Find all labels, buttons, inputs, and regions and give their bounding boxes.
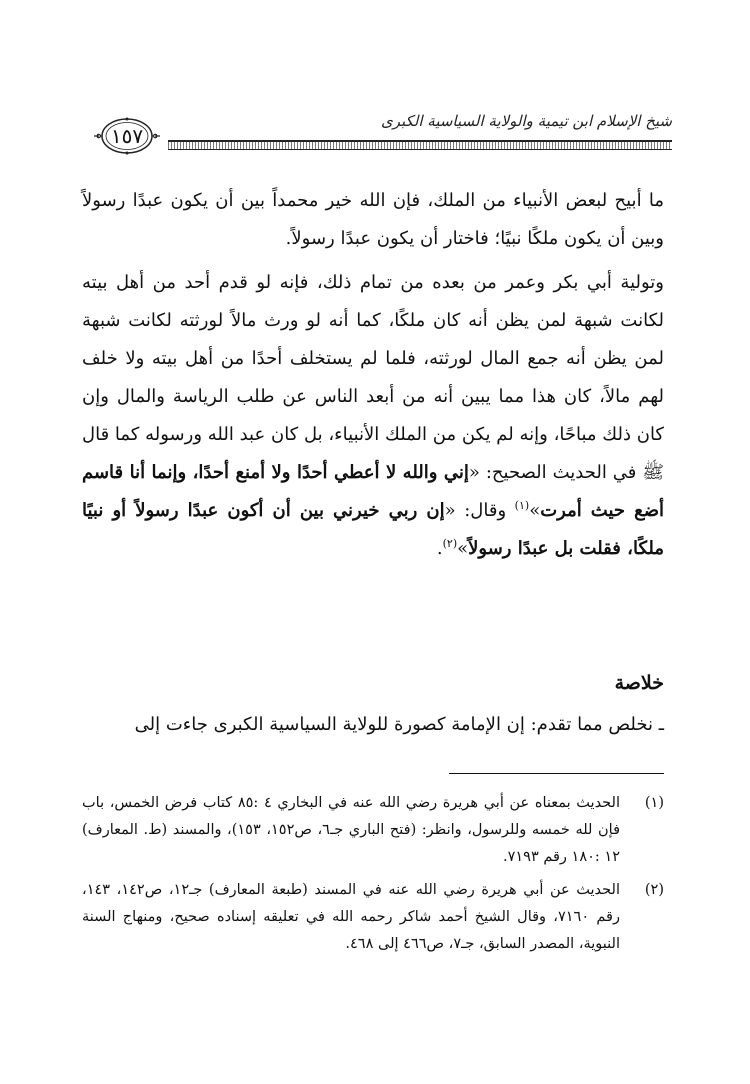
paragraph-2 [82, 264, 664, 568]
main-text [82, 182, 664, 568]
paragraph-1: ما أبيح لبعض الأنبياء من الملك، فإن الله خير محمداً بين أن يكون عبدًا رسولاً وبين أن يكون ملكًا نبيًا؛ فاختار أن يكون عبدًا رسولاً. [82, 190, 664, 249]
footnote-ref-2: (٢) [442, 537, 458, 550]
paragraph-2-end: . [436, 538, 443, 559]
quote-close-2: » [457, 538, 469, 559]
summary-line: ـ نخلص مما تقدم: إن الإمامة كصورة للولاية السياسية الكبرى جاءت إلى [134, 714, 664, 735]
header-rule [168, 140, 672, 150]
quote-close-1: » [529, 500, 541, 521]
hadith-quote-2: إن ربي خيرني بين أن أكون عبدًا رسولاً أو نبيًا ملكًا، فقلت بل عبدًا رسولاً [82, 500, 664, 559]
page-number-badge [92, 114, 162, 158]
footnote-number: (٢) [644, 882, 664, 898]
paragraph-2-intro: وتولية أبي بكر وعمر من بعده من تمام ذلك، فإنه لو قدم أحد من أهل بيته لكانت شبهة لمن يظن أنه كان ملكًا، كما أنه لو ورث مالاً لورثته لكانت شبهة لمن يظن أنه جمع المال لورثته، فلما لم يستخلف أحدًا من أهل بيته ولا خلف لهم مالاً، كان هذا مما يبين أنه من أبعد الناس عن طلب الرياسة والمال وإن كان ذلك مباحًا، وإنه لم يكن من الملك الأنبياء، بل كان عبد الله ورسوله كما قال ﷺ في الحديث الصحيح: « [82, 272, 664, 483]
footnote-1 [82, 790, 664, 871]
footnote-text: الحديث بمعناه عن أبي هريرة رضي الله عنه في البخاري ٤ :٨٥ كتاب فرض الخمس، باب فإن لله خمسه وللرسول، وانظر: (فتح الباري جـ٦، ص١٥٢، ١٥٣)، والمسند (ط. المعارف) ١٢ :١٨٠ رقم ٧١٩٣. [82, 795, 620, 865]
footnote-ref-1: (١) [514, 499, 530, 512]
paragraph-2-mid: وقال: « [444, 500, 515, 521]
hadith-quote-1: إني والله لا أعطي أحدًا ولا أمنع أحدًا، وإنما أنا قاسم أضع حيث أمرت [82, 462, 664, 521]
page-number: ١٥٧ [110, 124, 144, 148]
section-heading: خلاصة [614, 672, 664, 694]
footnote-2 [82, 877, 664, 958]
footnote-text: الحديث عن أبي هريرة رضي الله عنه في المسند (طبعة المعارف) جـ١٢، ص١٤٢، ١٤٣، رقم ٧١٦٠، وقال الشيخ أحمد شاكر رحمه الله في تعليقه إسناده صحيح، ومنهاج السنة النبوية، المصدر السابق، جـ٧، ص٤٦٦ إلى ٤٦٨. [82, 882, 620, 952]
footnote-number: (١) [644, 795, 664, 811]
footnote-separator [449, 773, 664, 774]
footnotes [82, 790, 664, 964]
running-header: شيخ الإسلام ابن تيمية والولاية السياسية الكبرى [380, 112, 672, 130]
